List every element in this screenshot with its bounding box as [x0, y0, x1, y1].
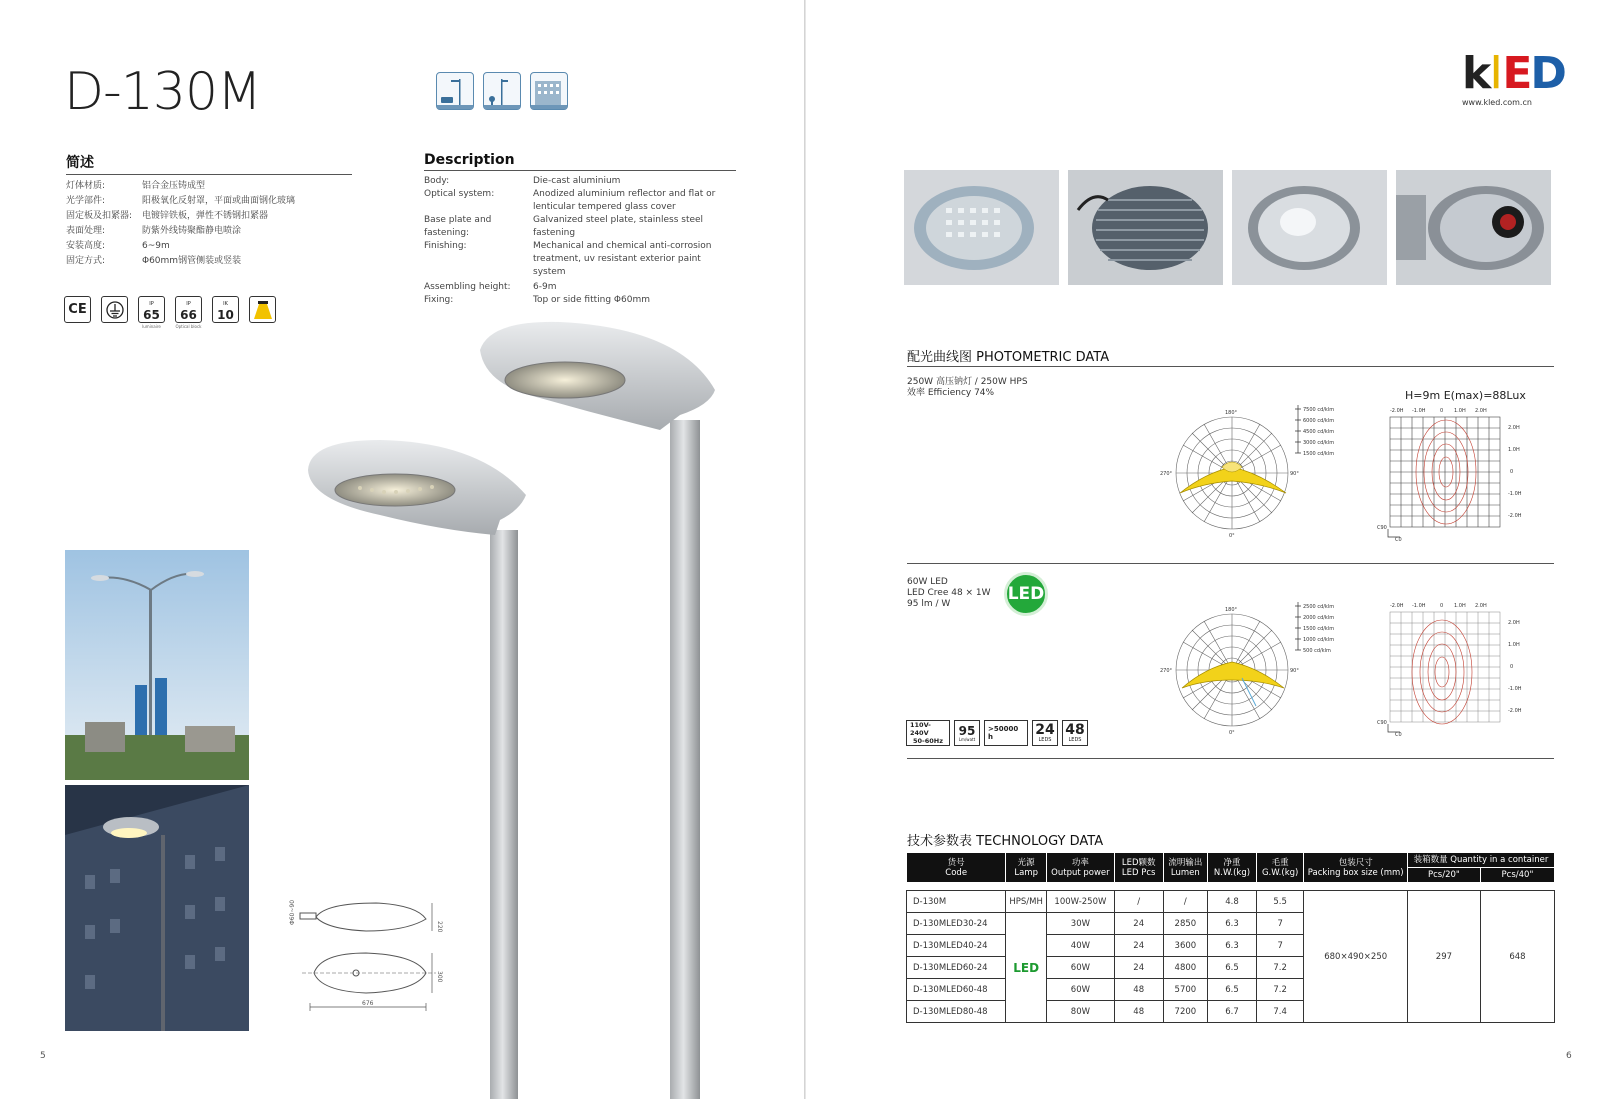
grid-x-label: 1.0H [1454, 408, 1466, 414]
spec-key: 安装高度: [66, 241, 106, 251]
building-lighting-icon [530, 72, 568, 110]
certification-icons [64, 296, 276, 329]
spec-value: Die-cast aluminium [533, 176, 621, 186]
cell-lumen: 3600 [1163, 935, 1208, 957]
leds-unit: LEDS [1038, 736, 1052, 743]
voltage-value: 110V-240V [910, 721, 931, 737]
logo-letter-k: k [1462, 48, 1490, 99]
led-spec-boxes [906, 720, 1088, 746]
header-power-en: Output power [1051, 867, 1110, 878]
cell-code: D-130MLED30-24 [907, 913, 1006, 935]
efficacy-unit: Lm/watt [958, 736, 976, 742]
cell-nw: 6.7 [1208, 1001, 1257, 1023]
cell-code: D-130MLED40-24 [907, 935, 1006, 957]
header-gw-cn: 毛重 [1271, 857, 1289, 868]
isolux-grid-hps [1377, 407, 1530, 547]
spec-value: 6-9m [533, 282, 557, 292]
cell-nw: 6.5 [1208, 979, 1257, 1001]
grid-y-label: 0 [1510, 664, 1514, 670]
header-lumen-en: Lumen [1170, 867, 1200, 878]
technology-table [906, 852, 1555, 1023]
detail-photo-hps-lamp [1396, 170, 1551, 285]
dim-length: 676 [362, 1000, 374, 1007]
leds-48-box [1062, 720, 1088, 746]
grid-y-label: -2.0H [1508, 708, 1522, 714]
ip66-number: 66 [180, 307, 197, 322]
light-distribution-icon [249, 296, 276, 323]
logo-letter-d: D [1530, 48, 1565, 99]
cell-led: 48 [1114, 979, 1163, 1001]
logo-letter-e: E [1502, 48, 1531, 99]
en-description [424, 152, 736, 307]
lifetime-box: >50000 h [984, 720, 1028, 746]
cell-power: 60W [1046, 957, 1114, 979]
led-line3: 95 lm / W [907, 599, 951, 609]
cell-code: D-130M [907, 891, 1006, 913]
ik10-badge [212, 296, 239, 323]
scale-label: 2500 cd/klm [1303, 604, 1335, 610]
cell-lumen: / [1163, 891, 1208, 913]
application-icons [436, 72, 568, 110]
detail-photo-led-module [904, 170, 1059, 285]
logo-url: www.kled.com.cn [1462, 98, 1532, 107]
cell-lumen: 2850 [1163, 913, 1208, 935]
ip65-badge [138, 296, 165, 329]
angle-right: 90° [1290, 668, 1299, 674]
ik-top: IK [223, 300, 228, 307]
spec-key: Base plate and fastening: [424, 215, 492, 238]
led-badge-icon: LED [1004, 572, 1048, 616]
grid-corner-x: C0 [1395, 732, 1402, 738]
hps-line1: 250W 高压钠灯 / 250W HPS [907, 377, 1028, 387]
header-qty: 装箱数量 Quantity in a container [1407, 853, 1554, 868]
spec-key: 固定方式: [66, 256, 106, 266]
cell-box: 680×490×250 [1304, 891, 1407, 1023]
photometric-rule [907, 366, 1554, 367]
cell-gw: 7.4 [1256, 1001, 1304, 1023]
cell-led: / [1114, 891, 1163, 913]
grid-corner-x: C0 [1395, 537, 1402, 543]
detail-photo-reflector [1232, 170, 1387, 285]
led-info [907, 577, 991, 610]
scale-label: 7500 cd/klm [1303, 407, 1335, 413]
product-detail-photos [904, 170, 1551, 285]
dim-height: 220 [436, 921, 443, 933]
page-number-left: 5 [40, 1051, 46, 1061]
spec-key: 固定板及扣紧器: [66, 211, 133, 221]
header-box-cn: 包装尺寸 [1338, 857, 1373, 868]
cell-led: 48 [1114, 1001, 1163, 1023]
grid-corner-y: C90 [1377, 720, 1387, 726]
header-code-cn: 货号 [947, 857, 965, 868]
ip65-sub: luminaire [142, 324, 161, 329]
led-line1: 60W LED [907, 577, 948, 587]
model-title: D-130M [64, 62, 261, 122]
dim-diameter: Φ60~90 [289, 899, 296, 925]
ce-mark-icon [64, 296, 91, 323]
header-gw-en: G.W.(kg) [1261, 867, 1299, 878]
installation-photo-day [65, 550, 249, 780]
spec-key: Assembling height: [424, 282, 511, 292]
cn-description-title: 简述 [66, 152, 352, 175]
angle-right: 90° [1290, 471, 1299, 477]
leds-48-value: 48 [1065, 721, 1085, 738]
header-nw-cn: 净重 [1223, 857, 1241, 868]
isolux-grid-led [1377, 602, 1530, 742]
spec-key: 光学部件: [66, 196, 106, 206]
spec-value: Galvanized steel plate, stainless steel fastening [533, 215, 704, 238]
cell-lamp: HPS/MH [1006, 891, 1047, 913]
angle-top: 180° [1225, 607, 1238, 613]
spec-key: Body: [424, 176, 450, 186]
efficacy-box [954, 720, 980, 746]
table-header-row [907, 853, 1555, 868]
cell-nw: 6.3 [1208, 913, 1257, 935]
logo-letter-l: l [1491, 48, 1500, 99]
leds-unit: LEDS [1068, 736, 1082, 743]
installation-photo-night [65, 785, 249, 1031]
ip66-top: IP [186, 300, 191, 307]
cell-gw: 5.5 [1256, 891, 1304, 913]
efficacy-value: 95 [958, 723, 976, 738]
scale-label: 500 cd/klm [1303, 648, 1331, 654]
technology-title: 技术参数表 TECHNOLOGY DATA [907, 834, 1104, 849]
en-description-title: Description [424, 152, 736, 171]
grid-x-label: -1.0H [1412, 408, 1426, 414]
grid-y-label: 1.0H [1508, 447, 1520, 453]
header-box [1304, 853, 1407, 883]
header-power [1046, 853, 1114, 883]
cell-code: D-130MLED80-48 [907, 1001, 1006, 1023]
ip65-number: 65 [143, 307, 160, 322]
frequency-value: 50-60Hz [912, 737, 943, 745]
cell-led: 24 [1114, 913, 1163, 935]
cell-nw: 4.8 [1208, 891, 1257, 913]
park-lighting-icon [483, 72, 521, 110]
photometric-title: 配光曲线图 PHOTOMETRIC DATA [907, 350, 1110, 365]
ip66-sub: Optical block [175, 324, 202, 329]
header-gw [1256, 853, 1304, 883]
header-q40: Pcs/40" [1480, 868, 1554, 883]
cell-lumen: 5700 [1163, 979, 1208, 1001]
spec-key: 灯体材质: [66, 181, 106, 191]
cell-power: 60W [1046, 979, 1114, 1001]
scale-label: 4500 cd/klm [1303, 429, 1335, 435]
road-lighting-icon [436, 72, 474, 110]
cell-q40: 648 [1480, 891, 1554, 1023]
angle-bottom: 0° [1229, 533, 1235, 539]
photometric-divider [907, 563, 1554, 564]
table-row [907, 891, 1555, 913]
spec-key: Fixing: [424, 295, 454, 305]
cell-gw: 7 [1256, 913, 1304, 935]
cell-power: 30W [1046, 913, 1114, 935]
header-nw [1208, 853, 1257, 883]
grid-y-label: 0 [1510, 469, 1514, 475]
spec-value: 铝合金压铸成型 [142, 181, 206, 191]
cell-nw: 6.3 [1208, 935, 1257, 957]
led-line2: LED Cree 48 × 1W [907, 588, 991, 598]
grid-x-label: 2.0H [1475, 603, 1487, 609]
hps-line2: 效率 Efficiency 74% [907, 388, 995, 398]
lux-label: H=9m E(max)=88Lux [1405, 389, 1526, 402]
cell-led: 24 [1114, 935, 1163, 957]
spec-value: Anodized aluminium reflector and flat or lenticular tempered glass cover [533, 189, 716, 212]
grid-x-label: -2.0H [1390, 603, 1404, 609]
grid-x-label: 1.0H [1454, 603, 1466, 609]
header-lamp-en: Lamp [1014, 867, 1038, 878]
header-box-en: Packing box size (mm) [1307, 867, 1404, 878]
cell-code: D-130MLED60-48 [907, 979, 1006, 1001]
cell-power: 100W-250W [1046, 891, 1114, 913]
leds-24-box [1032, 720, 1058, 746]
dimension-drawing [286, 895, 446, 1020]
cell-power: 40W [1046, 935, 1114, 957]
header-code-en: Code [945, 867, 968, 878]
header-power-cn: 功率 [1071, 857, 1089, 868]
spec-value: 防紫外线铸聚酯静电喷涂 [142, 226, 242, 236]
ip65-top: IP [149, 300, 154, 307]
kled-logo [1462, 48, 1565, 107]
grid-y-label: -1.0H [1508, 686, 1522, 692]
ik-number: 10 [217, 307, 234, 322]
cell-led: 24 [1114, 957, 1163, 979]
header-lumen-cn: 流明输出 [1168, 857, 1203, 868]
spec-value: 6~9m [142, 241, 170, 251]
cn-description [66, 152, 352, 269]
cell-gw: 7.2 [1256, 957, 1304, 979]
leds-24-value: 24 [1035, 721, 1055, 738]
header-lamp [1006, 853, 1047, 883]
ip66-badge [175, 296, 202, 329]
grid-x-label: -2.0H [1390, 408, 1404, 414]
polar-diagram-led [1160, 602, 1350, 742]
cell-code: D-130MLED60-24 [907, 957, 1006, 979]
header-q20: Pcs/20" [1407, 868, 1480, 883]
scale-label: 2000 cd/klm [1303, 615, 1335, 621]
grid-x-label: 0 [1440, 603, 1444, 609]
header-led-en: LED Pcs [1121, 867, 1156, 878]
grid-y-label: 1.0H [1508, 642, 1520, 648]
spec-value: Φ60mm钢管侧装或竖装 [142, 256, 242, 266]
cell-q20: 297 [1407, 891, 1480, 1023]
page-gutter [804, 0, 806, 1099]
spec-value: Mechanical and chemical anti-corrosion treatment, uv resistant exterior paint system [533, 241, 712, 277]
class-one-ground-icon [101, 296, 128, 323]
scale-label: 6000 cd/klm [1303, 418, 1335, 424]
cell-lumen: 7200 [1163, 1001, 1208, 1023]
header-led-cn: LED颗数 [1121, 857, 1156, 868]
page-number-right: 6 [1566, 1051, 1572, 1061]
header-led [1114, 853, 1163, 883]
spec-value: Top or side fitting Φ60mm [533, 295, 650, 305]
spec-key: 表面处理: [66, 226, 106, 236]
scale-label: 1500 cd/klm [1303, 626, 1335, 632]
ce-label: CE [68, 302, 87, 317]
header-code [907, 853, 1006, 883]
detail-photo-heatsink [1068, 170, 1223, 285]
header-lamp-cn: 光源 [1017, 857, 1035, 868]
scale-label: 1500 cd/klm [1303, 451, 1335, 457]
technology-divider [907, 758, 1554, 759]
spec-key: Finishing: [424, 241, 467, 251]
spec-key: Optical system: [424, 189, 495, 199]
cell-lamp-led: LED [1006, 913, 1047, 1023]
angle-top: 180° [1225, 410, 1238, 416]
cell-lumen: 4800 [1163, 957, 1208, 979]
grid-y-label: -2.0H [1508, 513, 1522, 519]
cell-gw: 7 [1256, 935, 1304, 957]
grid-x-label: 2.0H [1475, 408, 1487, 414]
grid-corner-y: C90 [1377, 525, 1387, 531]
scale-label: 1000 cd/klm [1303, 637, 1335, 643]
grid-y-label: 2.0H [1508, 620, 1520, 626]
grid-x-label: 0 [1440, 408, 1444, 414]
cell-gw: 7.2 [1256, 979, 1304, 1001]
spec-value: 电镀锌铁板，弹性不锈钢扣紧器 [142, 211, 269, 221]
scale-label: 3000 cd/klm [1303, 440, 1335, 446]
hps-info [907, 377, 1028, 399]
grid-y-label: 2.0H [1508, 425, 1520, 431]
cell-power: 80W [1046, 1001, 1114, 1023]
angle-left: 270° [1160, 471, 1173, 477]
voltage-box [906, 720, 950, 746]
header-nw-en: N.W.(kg) [1213, 867, 1251, 878]
angle-left: 270° [1160, 668, 1173, 674]
cell-nw: 6.5 [1208, 957, 1257, 979]
polar-diagram-hps [1160, 405, 1350, 545]
spec-value: 阳极氧化反射罩，平面或曲面钢化玻璃 [142, 196, 296, 206]
dim-width: 300 [436, 971, 443, 983]
header-lumen [1163, 853, 1208, 883]
grid-x-label: -1.0H [1412, 603, 1426, 609]
grid-y-label: -1.0H [1508, 491, 1522, 497]
angle-bottom: 0° [1229, 730, 1235, 736]
